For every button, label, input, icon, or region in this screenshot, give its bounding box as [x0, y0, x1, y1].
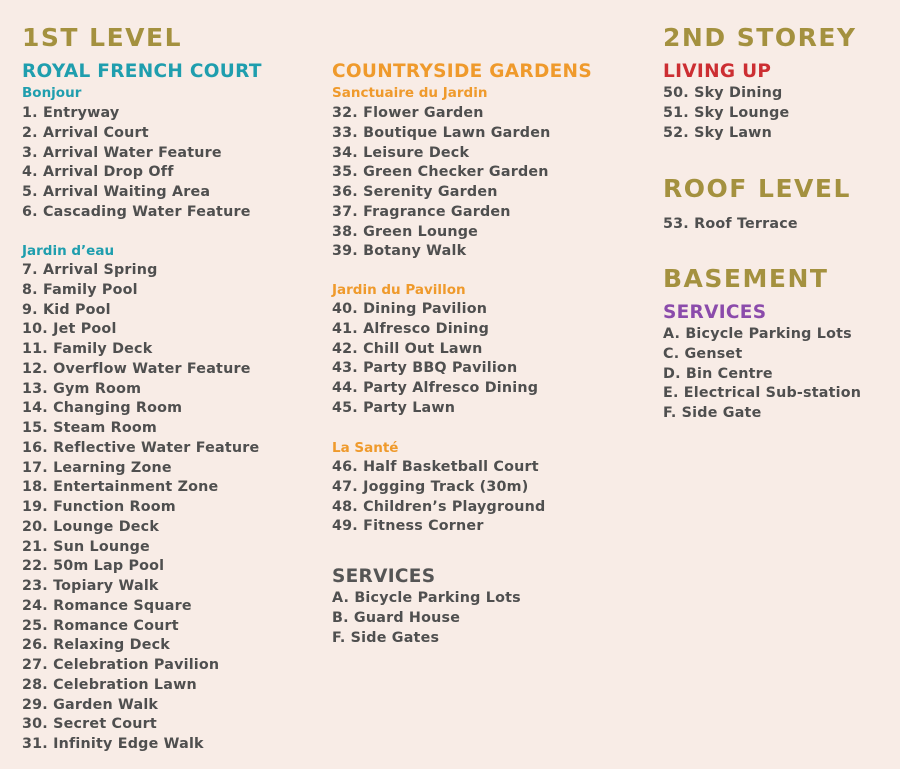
list-item: 34. Leisure Deck: [332, 144, 470, 161]
list-item: 26. Relaxing Deck: [22, 637, 171, 654]
list-item: 23. Topiary Walk: [22, 578, 159, 594]
list-item: 2. Arrival Court: [22, 124, 149, 141]
la-sante-list: [332, 458, 545, 537]
list-item: 46. Half Basketball Court: [332, 459, 539, 475]
list-item: E. Electrical Sub-station: [663, 385, 862, 402]
list-item: 6. Cascading Water Feature: [22, 203, 251, 220]
list-item: 7. Arrival Spring: [22, 262, 158, 278]
list-item: 20. Lounge Deck: [22, 518, 160, 535]
services-list: [332, 589, 521, 648]
list-item: 31. Infinity Edge Walk: [22, 736, 204, 752]
list-item: 47. Jogging Track (30m): [332, 478, 529, 495]
list-item: 3. Arrival Water Feature: [22, 144, 222, 161]
list-item: D. Bin Centre: [663, 365, 773, 382]
list-item: F. Side Gates: [332, 629, 440, 646]
list-item: 9. Kid Pool: [22, 301, 111, 318]
list-item: 43. Party BBQ Pavilion: [332, 360, 518, 377]
la-sante-subheading: La Santé: [332, 440, 399, 456]
living-up-heading: LIVING UP: [663, 61, 772, 82]
list-item: 4. Arrival Drop Off: [22, 164, 174, 181]
list-item: 32. Flower Garden: [332, 105, 484, 121]
list-item: 45. Party Lawn: [332, 399, 456, 416]
list-item: 30. Secret Court: [22, 716, 157, 733]
list-item: 35. Green Checker Garden: [332, 164, 549, 181]
services-heading: SERVICES: [332, 566, 436, 587]
list-item: 50. Sky Dining: [663, 85, 783, 101]
roof-level-heading: ROOF LEVEL: [663, 174, 851, 203]
list-item: 12. Overflow Water Feature: [22, 360, 251, 377]
list-item: 28. Celebration Lawn: [22, 676, 197, 693]
list-item: 25. Romance Court: [22, 617, 179, 634]
list-item: 44. Party Alfresco Dining: [332, 380, 539, 396]
bonjour-subheading: Bonjour: [22, 85, 82, 101]
list-item: 27. Celebration Pavilion: [22, 657, 220, 673]
list-item: 15. Steam Room: [22, 420, 158, 436]
list-item: B. Guard House: [332, 609, 461, 626]
jardin-deau-subheading: Jardin d’eau: [22, 243, 115, 259]
pavillon-subheading: Jardin du Pavillon: [332, 282, 466, 298]
list-item: 11. Family Deck: [22, 341, 153, 357]
list-item: 8. Family Pool: [22, 281, 138, 298]
pavillon-list: [332, 300, 538, 419]
sanctuaire-subheading: Sanctuaire du Jardin: [332, 85, 488, 101]
list-item: 37. Fragrance Garden: [332, 203, 511, 220]
list-item: 19. Function Room: [22, 499, 176, 515]
list-item: 29. Garden Walk: [22, 696, 159, 713]
list-item: 40. Dining Pavilion: [332, 301, 488, 317]
list-item: 24. Romance Square: [22, 597, 192, 614]
list-item: 48. Children’s Playground: [332, 498, 546, 515]
list-item: 39. Botany Walk: [332, 243, 467, 260]
basement-heading: BASEMENT: [663, 264, 829, 293]
list-item: A. Bicycle Parking Lots: [663, 326, 852, 342]
list-item: 13. Gym Room: [22, 380, 142, 397]
list-item: 36. Serenity Garden: [332, 184, 498, 200]
list-item: 17. Learning Zone: [22, 459, 172, 476]
list-item: 22. 50m Lap Pool: [22, 558, 165, 575]
list-item: 42. Chill Out Lawn: [332, 340, 483, 357]
jardin-deau-list: [22, 261, 259, 755]
list-item: F. Side Gate: [663, 405, 762, 421]
list-item: 49. Fitness Corner: [332, 518, 484, 535]
basement-services-heading: SERVICES: [663, 302, 767, 323]
list-item: 53. Roof Terrace: [663, 216, 798, 232]
bonjour-list: [22, 104, 251, 223]
list-item: 21. Sun Lounge: [22, 538, 150, 555]
list-item: A. Bicycle Parking Lots: [332, 590, 521, 606]
living-up-list: [663, 84, 789, 143]
list-item: 33. Boutique Lawn Garden: [332, 124, 551, 141]
list-item: 16. Reflective Water Feature: [22, 439, 260, 456]
countryside-gardens-heading: COUNTRYSIDE GARDENS: [332, 61, 592, 82]
royal-french-court-heading: ROYAL FRENCH COURT: [22, 61, 262, 82]
list-item: 51. Sky Lounge: [663, 104, 790, 121]
list-item: C. Genset: [663, 345, 743, 362]
list-item: 14. Changing Room: [22, 400, 183, 417]
basement-services-list: [663, 325, 861, 424]
list-item: 10. Jet Pool: [22, 321, 117, 338]
list-item: 5. Arrival Waiting Area: [22, 184, 211, 200]
second-storey-heading: 2ND STOREY: [663, 23, 857, 52]
list-item: 18. Entertainment Zone: [22, 479, 219, 496]
list-item: 1. Entryway: [22, 105, 120, 121]
sanctuaire-list: [332, 104, 551, 262]
roof-level-list: [663, 215, 798, 235]
list-item: 38. Green Lounge: [332, 223, 479, 240]
list-item: 52. Sky Lawn: [663, 124, 772, 141]
list-item: 41. Alfresco Dining: [332, 320, 490, 337]
first-level-heading: 1ST LEVEL: [22, 23, 183, 52]
